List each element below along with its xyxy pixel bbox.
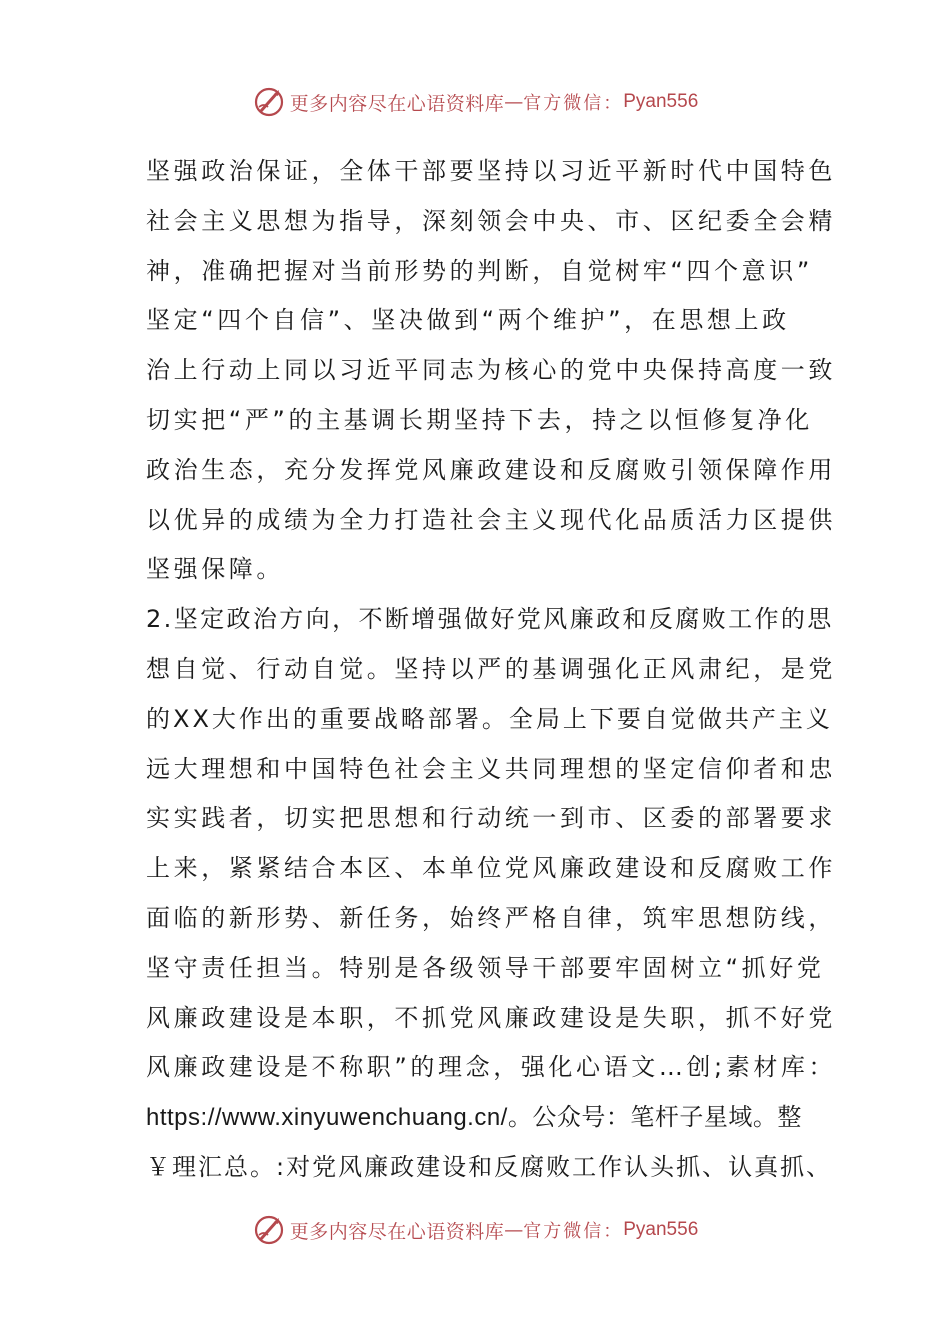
banner-brand-text: 更多内容尽在心语资料库: [289, 92, 505, 115]
body-line: 坚守责任担当。特别是各级领导干部要牢固树立“抓好党: [146, 953, 825, 982]
pen-circle-logo-icon: [252, 1213, 286, 1247]
body-line: 想自觉、行动自觉。坚持以严的基调强化正风肃纪，是党: [146, 654, 836, 683]
section-heading-line: 2.坚定政治方向，不断增强做好党风廉政和反腐败工作的思: [146, 605, 834, 634]
body-line: 社会主义思想为指导，深刻领会中央、市、区纪委全会精: [146, 206, 836, 235]
body-line: 治上行动上同以习近平同志为核心的党中央保持高度一致: [146, 356, 836, 385]
body-line: 远大理想和中国特色社会主义共同理想的坚定信仰者和忠: [146, 754, 836, 783]
body-line: 神，准确把握对当前形势的判断，自觉树牢“四个意识”: [146, 256, 813, 285]
banner-wechat-label: 官方微信：: [523, 1221, 624, 1242]
body-line: 的XX大作出的重要战略部署。全局上下要自觉做共产主义: [146, 704, 833, 733]
body-line: 坚定“四个自信”、坚决做到“两个维护”，在思想上政: [146, 306, 790, 335]
body-line: 坚强保障。: [146, 555, 284, 584]
footer-banner: [0, 1210, 950, 1250]
pen-circle-logo-icon: [252, 85, 286, 119]
body-line: 风廉政建设是不称职”的理念，强化心语文…创;素材库：: [146, 1053, 837, 1082]
body-line: 坚强政治保证，全体干部要坚持以习近平新时代中国特色: [146, 157, 836, 185]
banner-separator: —: [504, 1219, 524, 1241]
document-body: [146, 147, 837, 1193]
body-line: 风廉政建设是本职，不抓党风廉政建设是失职，抓不好党: [146, 1003, 836, 1032]
url-line: https://www.xinyuwenchuang.cn/。公众号：笔杆子星域。整: [146, 1104, 802, 1132]
body-line: 切实把“严”的主基调长期坚持下去，持之以恒修复净化: [146, 405, 813, 434]
header-banner: [0, 82, 950, 122]
body-line: 以优异的成绩为全力打造社会主义现代化品质活力区提供: [146, 505, 836, 534]
body-line: ￥理汇总。:对党风廉政建设和反腐败工作认头抓、认真抓、: [146, 1152, 833, 1181]
body-line: 面临的新形势、新任务，始终严格自律，筑牢思想防线，: [146, 903, 836, 932]
body-line: 上来，紧紧结合本区、本单位党风廉政建设和反腐败工作: [146, 854, 836, 883]
banner-separator: —: [504, 91, 524, 113]
banner-brand-text: 更多内容尽在心语资料库: [289, 1220, 505, 1243]
banner-wechat-label: 官方微信：: [523, 93, 624, 114]
banner-wechat-handle: Pyan556: [623, 1219, 699, 1240]
banner-wechat-handle: Pyan556: [623, 91, 699, 112]
body-line: 政治生态，充分发挥党风廉政建设和反腐败引领保障作用: [146, 455, 836, 484]
body-line: 实实践者，切实把思想和行动统一到市、区委的部署要求: [146, 804, 836, 833]
